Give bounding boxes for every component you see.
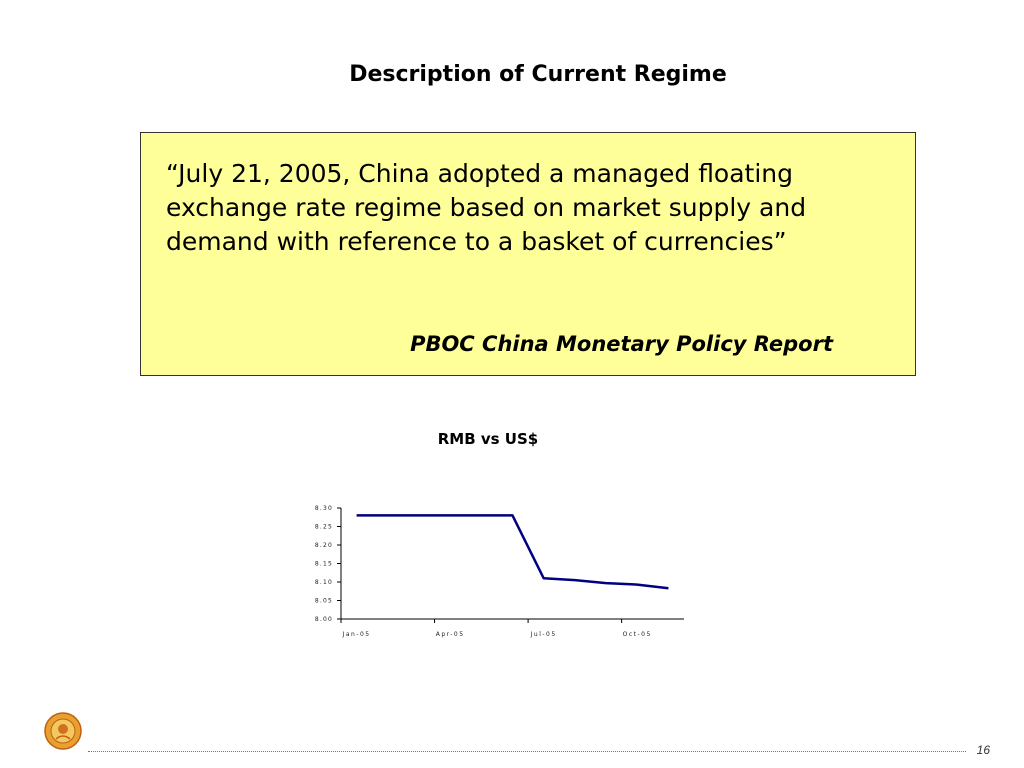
y-tick-label: 8.10 [314, 579, 333, 586]
page-number: 16 [976, 743, 990, 757]
footer-divider [88, 751, 966, 752]
x-tick-label: Oct-05 [622, 631, 652, 638]
x-tick-label: Apr-05 [435, 631, 465, 638]
quote-source: PBOC China Monetary Policy Report [410, 332, 833, 356]
y-tick-label: 8.25 [314, 523, 333, 531]
y-tick-label: 8.20 [314, 542, 333, 549]
y-tick-label: 8.00 [314, 616, 333, 623]
quote-text: “July 21, 2005, China adopted a managed floating exchange rate regime based on market supply and demand with reference to a basket of currencies” [166, 159, 807, 256]
y-tick-label: 8.30 [314, 505, 333, 512]
y-tick-label: 8.05 [314, 597, 333, 605]
bank-seal-logo-icon [44, 712, 82, 750]
x-tick-label: Jul-05 [530, 631, 557, 638]
series-line-rmb-usd [357, 515, 669, 588]
slide-title: Description of Current Regime [349, 62, 727, 87]
chart-title: RMB vs US$ [437, 430, 539, 448]
y-tick-label: 8.15 [314, 560, 333, 568]
x-tick-label: Jan-05 [342, 631, 371, 638]
